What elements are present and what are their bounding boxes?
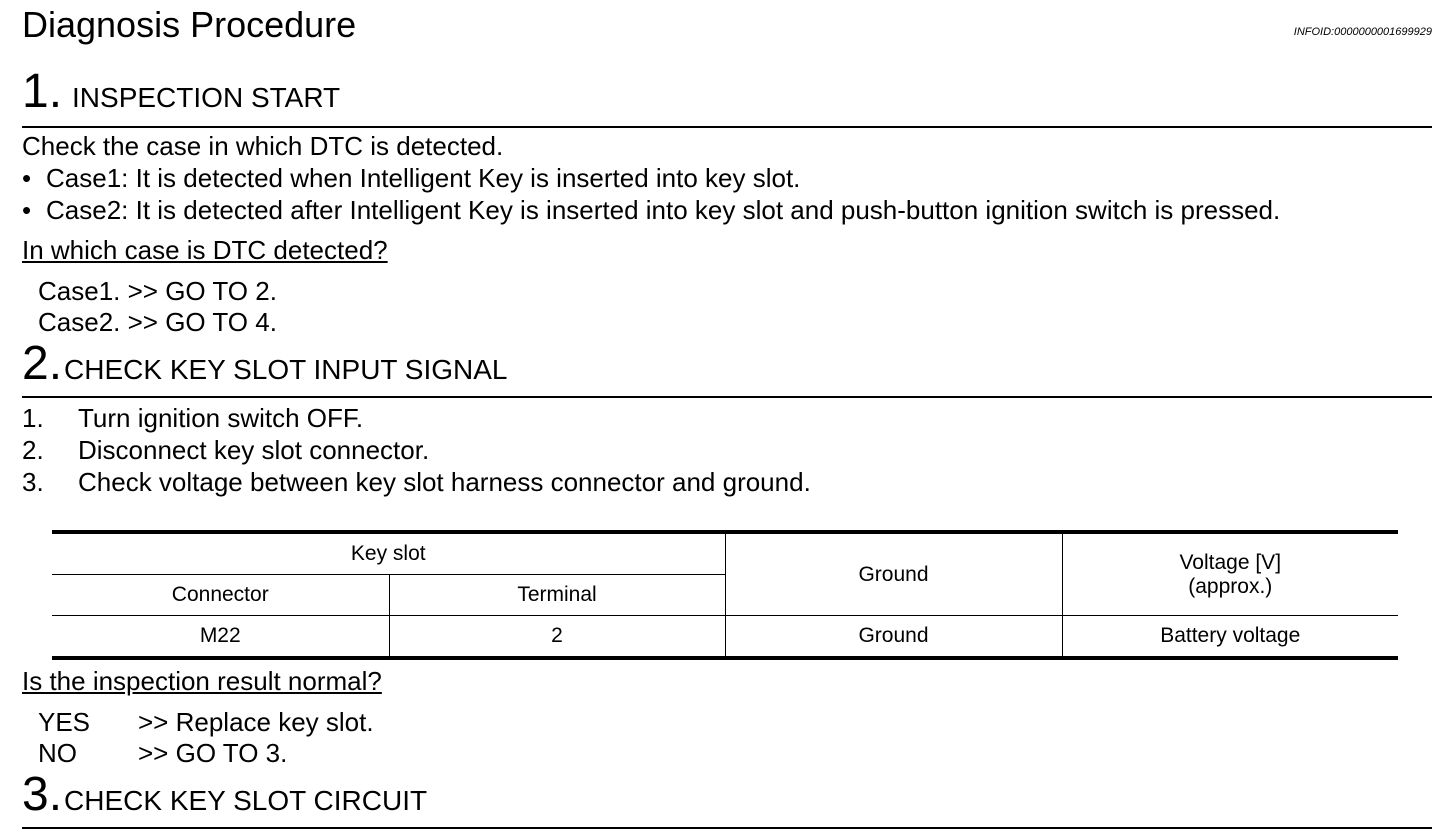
cell-connector: M22 <box>52 616 389 659</box>
step-number: 3. <box>22 768 63 821</box>
numbered-item: 1. Turn ignition switch OFF. <box>22 403 364 433</box>
table-row <box>52 616 1398 659</box>
step-title: CHECK KEY SLOT INPUT SIGNAL <box>64 354 508 385</box>
step-1-heading <box>22 65 341 118</box>
divider <box>22 827 1432 829</box>
step-2-heading <box>22 337 508 390</box>
table-group-header: Key slot <box>52 532 725 575</box>
table-header-connector: Connector <box>52 575 389 616</box>
cell-ground: Ground <box>725 616 1062 659</box>
step-number: 2. <box>22 337 63 390</box>
info-id: INFOID:0000000001699929 <box>1293 26 1432 38</box>
step-1-intro: Check the case in which DTC is detected. <box>22 131 504 161</box>
answer-yes: YES >> Replace key slot. <box>38 707 374 737</box>
step-1-question: In which case is DTC detected? <box>22 235 388 265</box>
table-header-voltage: Voltage [V] (approx.) <box>1062 532 1398 616</box>
step-title: INSPECTION START <box>72 82 341 113</box>
answer-no: NO >> GO TO 3. <box>38 738 288 768</box>
answer-case2: Case2. >> GO TO 4. <box>38 307 277 337</box>
numbered-item: 2. Disconnect key slot connector. <box>22 435 430 465</box>
step-number: 1. <box>22 65 63 118</box>
cell-terminal: 2 <box>389 616 725 659</box>
answer-case1: Case1. >> GO TO 2. <box>38 276 277 306</box>
step-2-question: Is the inspection result normal? <box>22 666 382 696</box>
bullet-item: • Case2: It is detected after Intelligent Key is inserted into key slot and push-button ignition switch is pressed. <box>22 195 1281 225</box>
step-3-heading <box>22 768 428 821</box>
divider <box>22 126 1432 128</box>
numbered-item: 3. Check voltage between key slot harness connector and ground. <box>22 467 811 497</box>
voltage-spec-table <box>52 530 1398 660</box>
table-header-ground: Ground <box>725 532 1062 616</box>
bullet-item: • Case1: It is detected when Intelligent Key is inserted into key slot. <box>22 163 801 193</box>
table-header-terminal: Terminal <box>389 575 725 616</box>
step-title: CHECK KEY SLOT CIRCUIT <box>64 785 428 816</box>
divider <box>22 396 1432 398</box>
page-title: Diagnosis Procedure <box>22 4 357 45</box>
cell-voltage: Battery voltage <box>1062 616 1398 659</box>
